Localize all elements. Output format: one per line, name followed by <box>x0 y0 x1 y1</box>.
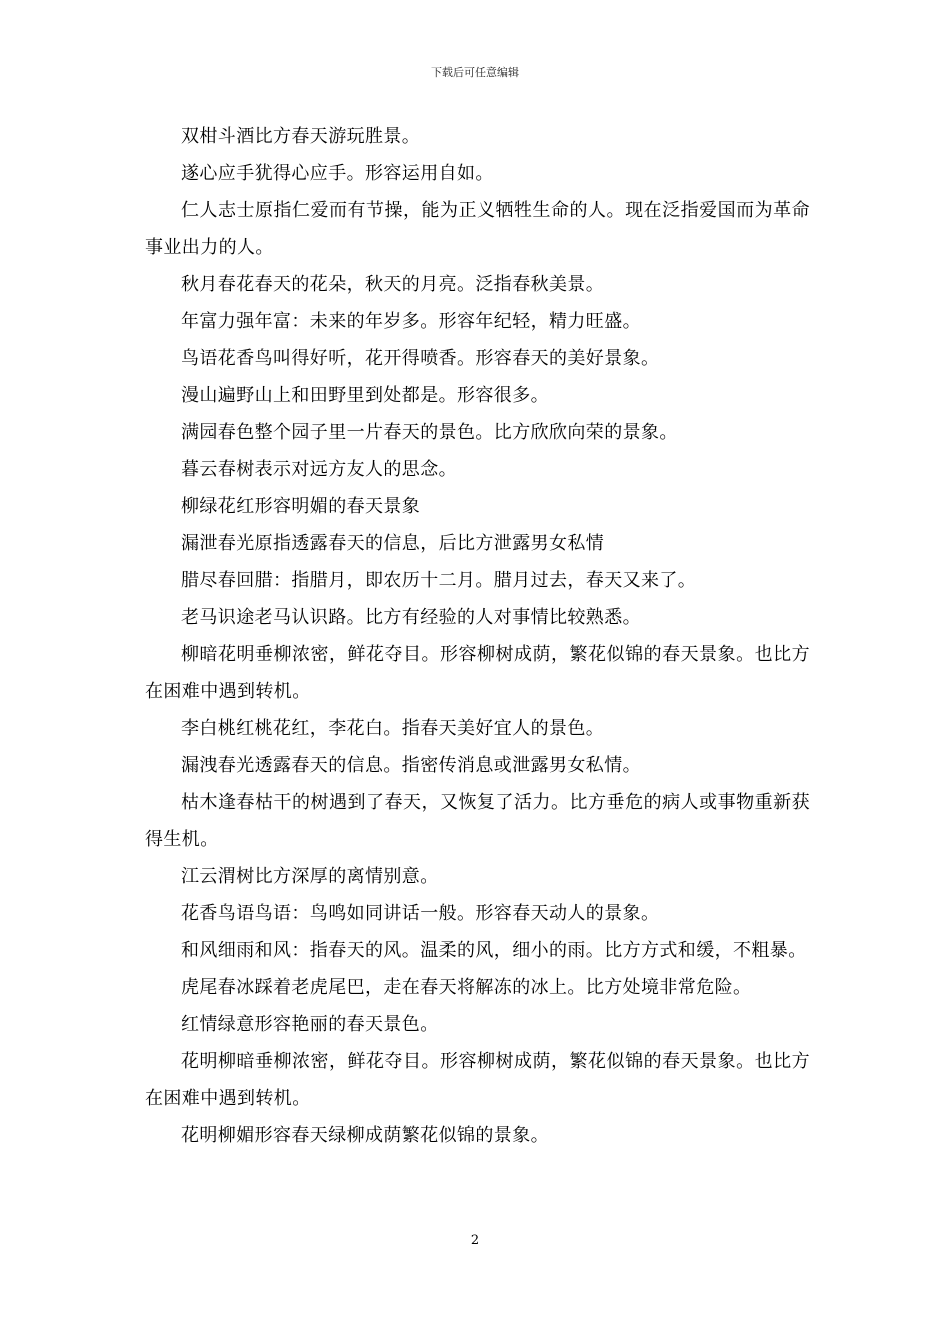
paragraph: 仁人志士原指仁爱而有节操，能为正义牺牲生命的人。现在泛指爱国而为革命事业出力的人。 <box>145 200 810 258</box>
paragraph: 李白桃红桃花红，李花白。指春天美好宜人的景色。 <box>181 718 605 739</box>
paragraph: 江云渭树比方深厚的离情别意。 <box>181 866 439 887</box>
paragraph: 花明柳媚形容春天绿柳成荫繁花似锦的景象。 <box>181 1125 549 1146</box>
page-number: 2 <box>470 1233 480 1248</box>
paragraph: 双柑斗酒比方春天游玩胜景。 <box>181 126 421 147</box>
document-body <box>145 118 810 1154</box>
paragraph: 暮云春树表示对远方友人的思念。 <box>181 459 457 480</box>
paragraph: 漏洩春光透露春天的信息。指密传消息或泄露男女私情。 <box>181 755 641 776</box>
paragraph: 红情绿意形容艳丽的春天景色。 <box>181 1014 439 1035</box>
paragraph: 鸟语花香鸟叫得好听，花开得喷香。形容春天的美好景象。 <box>181 348 660 369</box>
paragraph: 花香鸟语鸟语：鸟鸣如同讲话一般。形容春天动人的景象。 <box>181 903 660 924</box>
paragraph: 遂心应手犹得心应手。形容运用自如。 <box>181 163 494 184</box>
paragraph: 秋月春花春天的花朵，秋天的月亮。泛指春秋美景。 <box>181 274 605 295</box>
paragraph: 柳绿花红形容明媚的春天景象 <box>181 496 421 517</box>
paragraph: 老马识途老马认识路。比方有经验的人对事情比较熟悉。 <box>181 607 641 628</box>
paragraph: 柳暗花明垂柳浓密，鲜花夺目。形容柳树成荫，繁花似锦的春天景象。也比方在困难中遇到转机。 <box>145 644 810 702</box>
paragraph: 腊尽春回腊：指腊月，即农历十二月。腊月过去，春天又来了。 <box>181 570 697 591</box>
page-header: 下载后可任意编辑 <box>431 66 519 79</box>
paragraph: 枯木逢春枯干的树遇到了春天，又恢复了活力。比方垂危的病人或事物重新获得生机。 <box>145 792 810 850</box>
paragraph: 虎尾春冰踩着老虎尾巴，走在春天将解冻的冰上。比方处境非常危险。 <box>181 977 752 998</box>
paragraph: 漏泄春光原指透露春天的信息，后比方泄露男女私情 <box>181 533 605 554</box>
paragraph: 花明柳暗垂柳浓密，鲜花夺目。形容柳树成荫，繁花似锦的春天景象。也比方在困难中遇到转机。 <box>145 1051 810 1109</box>
paragraph: 和风细雨和风：指春天的风。温柔的风，细小的雨。比方方式和缓，不粗暴。 <box>181 940 807 961</box>
paragraph: 满园春色整个园子里一片春天的景色。比方欣欣向荣的景象。 <box>181 422 678 443</box>
paragraph: 漫山遍野山上和田野里到处都是。形容很多。 <box>181 385 549 406</box>
paragraph: 年富力强年富：未来的年岁多。形容年纪轻，精力旺盛。 <box>181 311 641 332</box>
